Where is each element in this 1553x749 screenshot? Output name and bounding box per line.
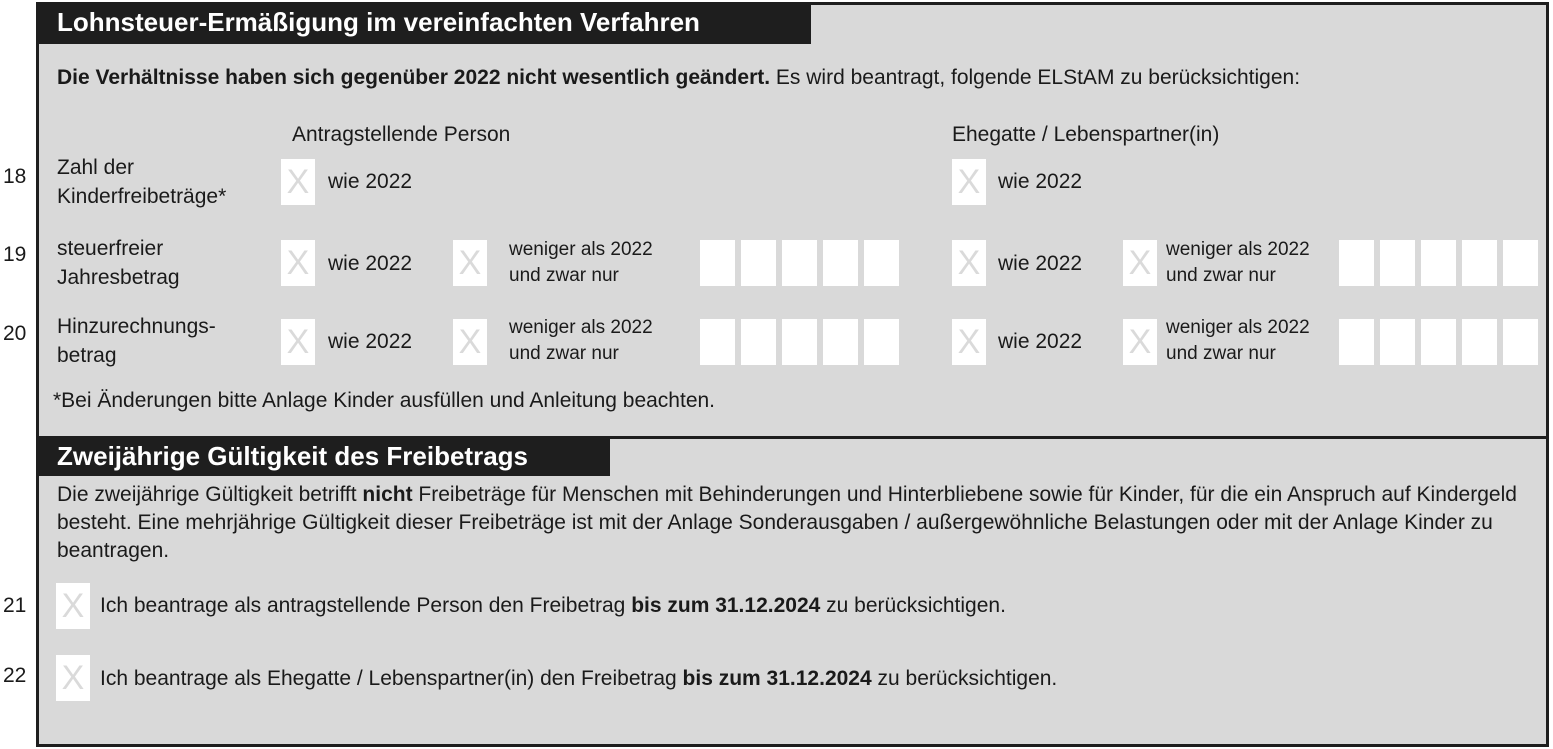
amount-digit-field[interactable] bbox=[741, 319, 776, 365]
checkbox-mark: X bbox=[286, 323, 310, 361]
checkbox-mark: X bbox=[957, 163, 981, 201]
line-number-21: 21 bbox=[3, 594, 27, 617]
label-text-end: zu berücksichtigen. bbox=[820, 594, 1006, 617]
label-spouse-hinzurechnung-wie-2022: wie 2022 bbox=[998, 330, 1083, 353]
checkbox-spouse-hinzurechnung-wie-2022[interactable] bbox=[952, 319, 986, 365]
checkbox-spouse-kinderfreibetraege-wie-2022[interactable] bbox=[952, 159, 986, 205]
row-label-hinzurechnung-line1: Hinzurechnungs- bbox=[57, 315, 216, 338]
footnote: *Bei Änderungen bitte Anlage Kinder ausfüllen und Anleitung beachten. bbox=[53, 389, 716, 412]
label-person-jahresbetrag-weniger-line2: und zwar nur bbox=[509, 265, 619, 286]
checkbox-person-kinderfreibetraege-wie-2022[interactable] bbox=[281, 159, 315, 205]
column-header-person: Antragstellende Person bbox=[292, 123, 511, 146]
amount-digit-field[interactable] bbox=[1462, 319, 1497, 365]
label-spouse-kinderfreibetraege-wie-2022: wie 2022 bbox=[998, 170, 1083, 193]
checkbox-person-jahresbetrag-wie-2022[interactable] bbox=[281, 240, 315, 286]
amount-digit-field[interactable] bbox=[700, 319, 735, 365]
checkbox-spouse-two-year-validity[interactable] bbox=[56, 655, 90, 701]
amount-digit-field[interactable] bbox=[1421, 240, 1456, 286]
row-label-kinderfreibetraege-line2: Kinderfreibeträge* bbox=[57, 185, 227, 208]
paragraph-part1: Die zweijährige Gültigkeit betrifft bbox=[57, 483, 363, 506]
checkbox-mark: X bbox=[957, 244, 981, 282]
label-spouse-jahresbetrag-wie-2022: wie 2022 bbox=[998, 252, 1083, 275]
line-number-20: 20 bbox=[3, 322, 27, 345]
checkbox-mark: X bbox=[1128, 323, 1152, 361]
amount-digit-field[interactable] bbox=[1503, 240, 1538, 286]
label-text-start: Ich beantrage als antragstellende Person den Freibetrag bbox=[100, 594, 632, 617]
line-number-19: 19 bbox=[3, 243, 27, 266]
amount-digit-field[interactable] bbox=[823, 319, 858, 365]
checkbox-mark: X bbox=[1128, 244, 1152, 282]
row-label-hinzurechnung-line2: betrag bbox=[57, 344, 117, 367]
label-spouse-jahresbetrag-weniger-line1: weniger als 2022 bbox=[1166, 239, 1310, 260]
row-label-jahresbetrag-line1: steuerfreier bbox=[57, 237, 164, 260]
checkbox-mark: X bbox=[286, 163, 310, 201]
checkbox-person-jahresbetrag-weniger[interactable] bbox=[453, 240, 487, 286]
checkbox-person-hinzurechnung-weniger[interactable] bbox=[453, 319, 487, 365]
checkbox-spouse-jahresbetrag-weniger[interactable] bbox=[1123, 240, 1157, 286]
paragraph-part2: Freibeträge für Menschen mit Behinderungen und Hinterbliebene sowie für Kinder, für die ein Anspruch auf Kindergeld besteht. Eine mehrjährige Gültigkeit dieser Freibeträge ist mit der Anlage Sonderausgaben / außergewöhnliche Belastungen oder mit der Anlage Kinder zu beantragen. bbox=[57, 483, 1517, 562]
amount-digit-field[interactable] bbox=[823, 240, 858, 286]
checkbox-mark: X bbox=[61, 587, 85, 625]
checkbox-spouse-jahresbetrag-wie-2022[interactable] bbox=[952, 240, 986, 286]
intro-text bbox=[57, 64, 1300, 92]
section-title-lohnsteuer: Lohnsteuer-Ermäßigung im vereinfachten Verfahren bbox=[36, 2, 811, 44]
label-person-jahresbetrag-weniger-line1: weniger als 2022 bbox=[509, 239, 653, 260]
amount-digit-field[interactable] bbox=[782, 319, 817, 365]
label-spouse-hinzurechnung-weniger-line1: weniger als 2022 bbox=[1166, 317, 1310, 338]
line-number-22: 22 bbox=[3, 664, 27, 687]
label-person-hinzurechnung-weniger-line2: und zwar nur bbox=[509, 343, 619, 364]
amount-digit-field[interactable] bbox=[1462, 240, 1497, 286]
amount-digit-field[interactable] bbox=[1421, 319, 1456, 365]
checkbox-mark: X bbox=[458, 323, 482, 361]
amount-digit-field[interactable] bbox=[864, 319, 899, 365]
checkbox-spouse-hinzurechnung-weniger[interactable] bbox=[1123, 319, 1157, 365]
checkbox-person-two-year-validity[interactable] bbox=[56, 583, 90, 629]
label-spouse-jahresbetrag-weniger-line2: und zwar nur bbox=[1166, 265, 1276, 286]
label-text-start: Ich beantrage als Ehegatte / Lebenspartner(in) den Freibetrag bbox=[100, 667, 683, 690]
amount-digit-field[interactable] bbox=[782, 240, 817, 286]
amount-digit-field[interactable] bbox=[1380, 319, 1415, 365]
label-person-jahresbetrag-wie-2022: wie 2022 bbox=[328, 252, 413, 275]
label-spouse-two-year-validity bbox=[100, 665, 1057, 693]
label-text-bold: bis zum 31.12.2024 bbox=[631, 594, 821, 617]
label-person-kinderfreibetraege-wie-2022: wie 2022 bbox=[328, 170, 413, 193]
amount-digit-field[interactable] bbox=[1339, 240, 1374, 286]
column-header-spouse: Ehegatte / Lebenspartner(in) bbox=[952, 123, 1220, 146]
section-title-gueltigkeit: Zweijährige Gültigkeit des Freibetrags bbox=[36, 436, 610, 476]
amount-digit-field[interactable] bbox=[1503, 319, 1538, 365]
label-person-two-year-validity bbox=[100, 592, 1006, 620]
gueltigkeit-paragraph bbox=[57, 481, 1537, 565]
label-spouse-hinzurechnung-weniger-line2: und zwar nur bbox=[1166, 343, 1276, 364]
checkbox-mark: X bbox=[61, 659, 85, 697]
amount-digit-field[interactable] bbox=[700, 240, 735, 286]
checkbox-mark: X bbox=[286, 244, 310, 282]
label-text-end: zu berücksichtigen. bbox=[871, 667, 1058, 690]
amount-digit-field[interactable] bbox=[1380, 240, 1415, 286]
intro-bold: Die Verhältnisse haben sich gegenüber 2022 nicht wesentlich geändert. bbox=[57, 66, 771, 89]
row-label-jahresbetrag-line2: Jahresbetrag bbox=[57, 266, 180, 289]
intro-rest: Es wird beantragt, folgende ELStAM zu berücksichtigen: bbox=[770, 66, 1301, 89]
amount-digit-field[interactable] bbox=[1339, 319, 1374, 365]
row-label-kinderfreibetraege-line1: Zahl der bbox=[57, 156, 135, 179]
paragraph-bold: nicht bbox=[362, 483, 413, 506]
checkbox-mark: X bbox=[957, 323, 981, 361]
label-person-hinzurechnung-weniger-line1: weniger als 2022 bbox=[509, 317, 653, 338]
line-number-18: 18 bbox=[3, 165, 27, 188]
checkbox-person-hinzurechnung-wie-2022[interactable] bbox=[281, 319, 315, 365]
amount-digit-field[interactable] bbox=[741, 240, 776, 286]
amount-digit-field[interactable] bbox=[864, 240, 899, 286]
label-text-bold: bis zum 31.12.2024 bbox=[682, 667, 872, 690]
checkbox-mark: X bbox=[458, 244, 482, 282]
label-person-hinzurechnung-wie-2022: wie 2022 bbox=[328, 330, 413, 353]
